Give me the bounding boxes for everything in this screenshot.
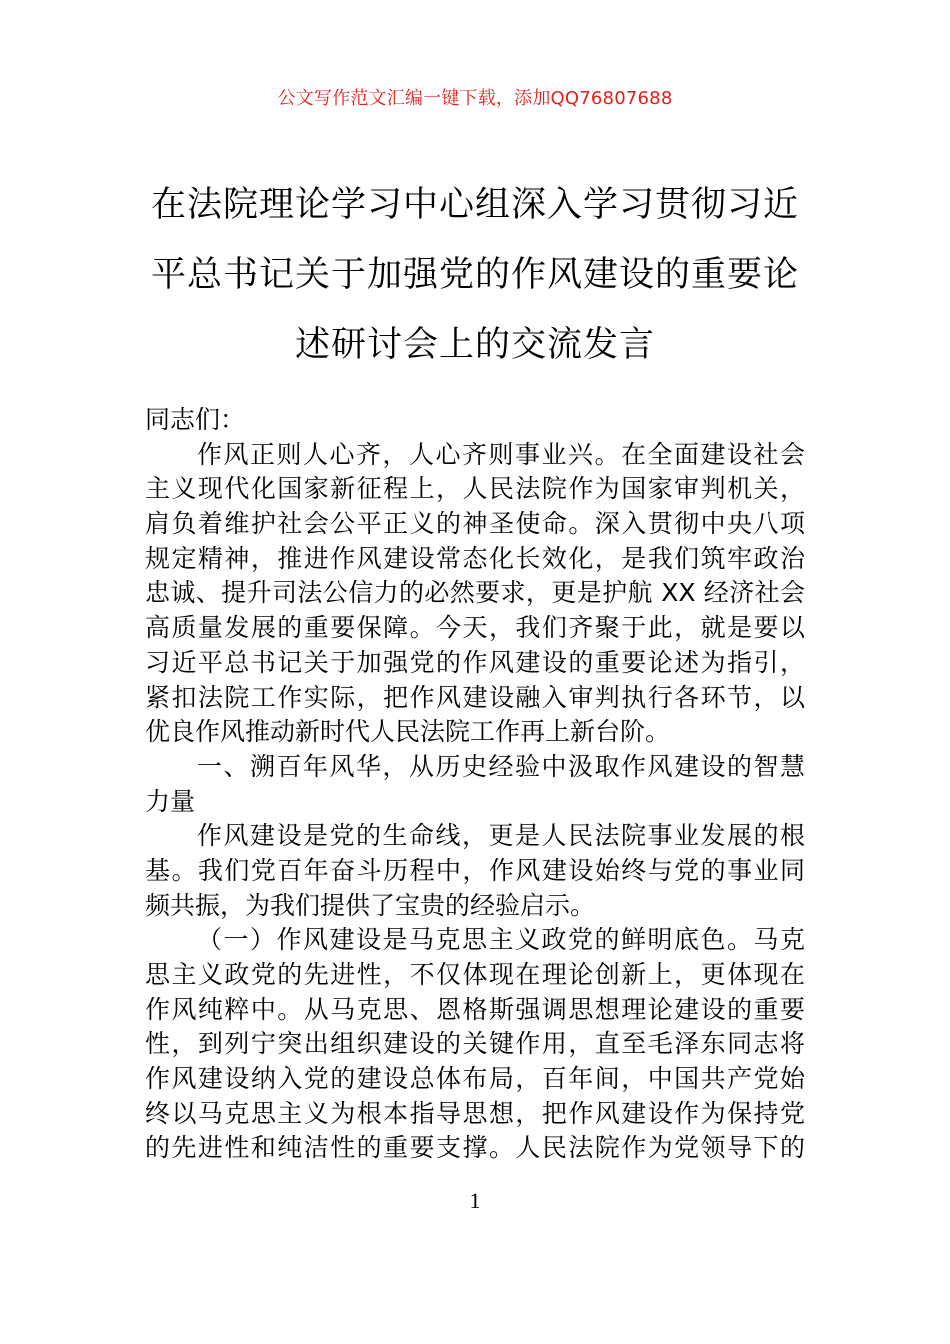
text-line: 思主义政党的先进性，不仅体现在理论创新上，更体现在: [145, 960, 805, 989]
text-line: 主义现代化国家新征程上，人民法院作为国家审判机关，: [145, 474, 805, 504]
text-line: 规定精神，推进作风建设常态化长效化，是我们筑牢政治: [145, 543, 805, 573]
text-line: 力量: [145, 786, 196, 816]
document-title: [150, 170, 800, 380]
text-line: 习近平总书记关于加强党的作风建设的重要论述为指引，: [145, 647, 805, 677]
text-line: 紧扣法院工作实际，把作风建设融入审判执行各环节，以: [145, 682, 805, 712]
text-line: （一）作风建设是马克思主义政党的鲜明底色。马克: [197, 925, 805, 955]
text-line: 作风建设纳入党的建设总体布局，百年间，中国共产党始: [145, 1064, 805, 1094]
text-line: 同志们：: [145, 405, 246, 434]
document-body: [145, 403, 805, 1166]
download-banner: 公文写作范文汇编一键下载，添加QQ76807688: [277, 88, 673, 109]
text-line: 高质量发展的重要保障。今天，我们齐聚于此，就是要以: [145, 613, 805, 643]
text-line: 作风纯粹中。从马克思、恩格斯强调思想理论建设的重要: [145, 994, 805, 1024]
text-line: 频共振，为我们提供了宝贵的经验启示。: [145, 890, 596, 920]
title-line: 平总书记关于加强党的作风建设的重要论: [150, 255, 799, 295]
text-line: 作风建设是党的生命线，更是人民法院事业发展的根: [197, 821, 805, 851]
text-line: 的先进性和纯洁性的重要支撑。人民法院作为党领导下的: [145, 1133, 805, 1163]
text-line: 性，到列宁突出组织建设的关键作用，直至毛泽东同志将: [145, 1029, 805, 1059]
title-line: 述研讨会上的交流发言: [294, 325, 655, 365]
text-line: 终以马克思主义为根本指导思想，把作风建设作为保持党: [145, 1098, 805, 1128]
text-line: 忠诚、提升司法公信力的必然要求，更是护航 XX 经济社会: [145, 578, 805, 608]
text-line: 优良作风推动新时代人民法院工作再上新台阶。: [145, 717, 671, 747]
text-line: 肩负着维护社会公平正义的神圣使命。深入贯彻中央八项: [145, 509, 805, 539]
text-line: 作风正则人心齐，人心齐则事业兴。在全面建设社会: [197, 439, 805, 469]
text-line: 基。我们党百年奋斗历程中，作风建设始终与党的事业同: [145, 855, 805, 885]
text-line: 一、溯百年风华，从历史经验中汲取作风建设的智慧: [197, 751, 805, 781]
title-line: 在法院理论学习中心组深入学习贯彻习近: [150, 185, 799, 225]
page-number: 1: [469, 1188, 481, 1213]
